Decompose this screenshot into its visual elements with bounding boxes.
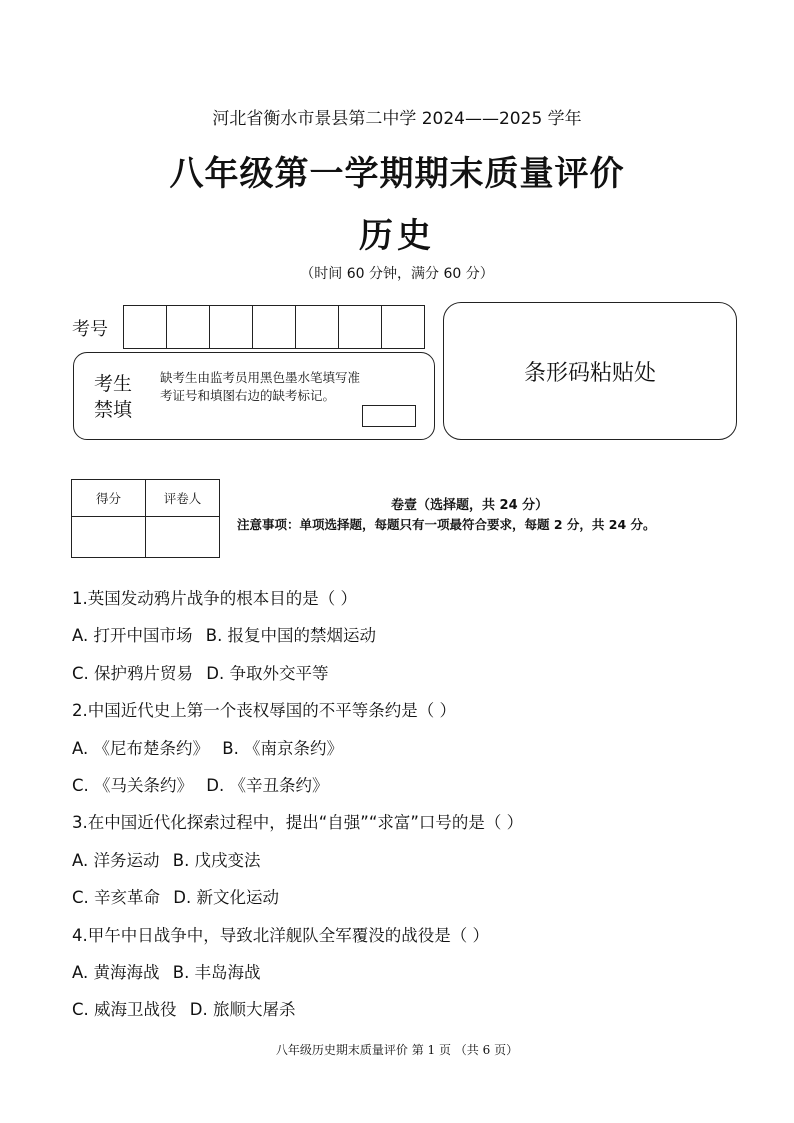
exam-id-digit-box[interactable] — [124, 306, 167, 348]
exam-id-digit-box[interactable] — [382, 306, 424, 348]
option[interactable]: C. 威海卫战役 — [72, 1000, 177, 1020]
option[interactable]: A. 黄海海战 — [72, 962, 160, 982]
question-stem: 2.中国近代史上第一个丧权辱国的不平等条约是（ ） — [72, 701, 456, 721]
examinee-restricted-label: 考生 禁填 — [94, 373, 133, 421]
exam-id-digit-box[interactable] — [296, 306, 339, 348]
section-notice: 注意事项：单项选择题，每题只有一项最符合要求，每题 2 分，共 24 分。 — [237, 517, 656, 532]
option-row — [72, 962, 732, 999]
option[interactable]: C. 《马关条约》 — [72, 775, 194, 795]
option[interactable]: A. 打开中国市场 — [72, 626, 193, 646]
option[interactable]: D. 旅顺大屠杀 — [189, 1000, 296, 1020]
option[interactable]: D. 新文化运动 — [173, 888, 279, 908]
option[interactable]: B. 《南京条约》 — [222, 738, 344, 758]
score-table — [71, 479, 220, 558]
option-row — [72, 887, 732, 924]
page-footer: 八年级历史期末质量评价 第 1 页 （共 6 页） — [275, 1043, 519, 1057]
score-header: 得分 — [72, 480, 146, 517]
option[interactable]: D. 《辛丑条约》 — [206, 775, 329, 795]
exam-id-boxes — [123, 305, 425, 349]
time-and-score-info: （时间 60 分钟，满分 60 分） — [300, 266, 494, 282]
option-row — [72, 999, 732, 1036]
option[interactable]: A. 洋务运动 — [72, 850, 160, 870]
exam-id-digit-box[interactable] — [339, 306, 382, 348]
option-row — [72, 663, 732, 700]
option-row — [72, 775, 732, 812]
grader-header: 评卷人 — [146, 480, 220, 517]
option-row — [72, 850, 732, 887]
question-stem: 1.英国发动鸦片战争的根本目的是（ ） — [72, 589, 357, 608]
option[interactable]: D. 争取外交平等 — [206, 663, 329, 683]
grader-cell[interactable] — [146, 517, 220, 558]
barcode-label: 条形码粘贴处 — [523, 360, 656, 386]
exam-id-digit-box[interactable] — [210, 306, 253, 348]
option[interactable]: B. 报复中国的禁烟运动 — [205, 626, 377, 646]
barcode-sticker-area — [443, 302, 737, 440]
exam-title: 八年级第一学期期末质量评价 — [169, 154, 625, 194]
absence-instruction: 缺考生由监考员用黑色墨水笔填写准考证号和填图右边的缺考标记。 — [160, 370, 361, 403]
option[interactable]: C. 辛亥革命 — [72, 888, 161, 908]
question-stem: 4.甲午中日战争中，导致北洋舰队全军覆没的战役是（ ） — [72, 925, 489, 945]
exam-id-digit-box[interactable] — [167, 306, 210, 348]
section-title: 卷壹（选择题，共 24 分） — [391, 498, 549, 513]
exam-id-label: 考号 — [72, 319, 108, 340]
option-row — [72, 738, 732, 775]
exam-id-digit-box[interactable] — [253, 306, 296, 348]
examinee-restricted-box — [73, 352, 435, 440]
option[interactable]: C. 保护鸦片贸易 — [72, 663, 194, 683]
question-list — [72, 588, 732, 1037]
subject-title: 历史 — [359, 216, 435, 256]
option[interactable]: A. 《尼布楚条约》 — [72, 738, 209, 758]
score-cell[interactable] — [72, 517, 146, 558]
school-year-header: 河北省衡水市景县第二中学 2024——2025 学年 — [212, 109, 582, 129]
absence-mark-box[interactable] — [362, 405, 416, 427]
option[interactable]: B. 丰岛海战 — [172, 962, 261, 982]
option-row — [72, 625, 732, 662]
question-stem: 3.在中国近代化探索过程中，提出“自强”“求富”口号的是（ ） — [72, 813, 524, 833]
option[interactable]: B. 戊戌变法 — [172, 850, 261, 870]
